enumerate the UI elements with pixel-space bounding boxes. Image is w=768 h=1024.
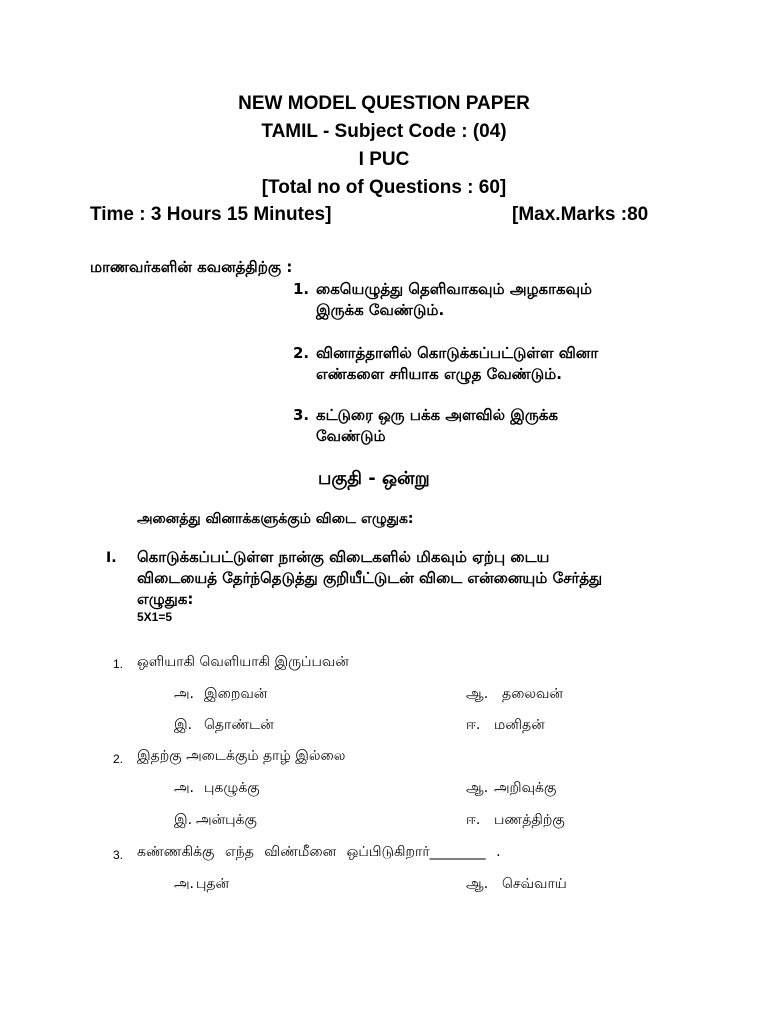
option-text: மனிதன் bbox=[494, 717, 545, 733]
option-label: ஈ. bbox=[466, 812, 481, 828]
option-text: செவ்வாய் bbox=[502, 876, 567, 892]
part-title: பகுதி - ஒன்று bbox=[318, 468, 430, 489]
option-label: அ. bbox=[174, 686, 195, 702]
option-label: இ. bbox=[174, 812, 193, 828]
option-text: தொண்டன் bbox=[204, 717, 274, 733]
instruction-number: 1. bbox=[293, 280, 310, 298]
instruction-number: 3. bbox=[293, 406, 310, 424]
question-number: 1. bbox=[113, 657, 124, 671]
total-questions: [Total no of Questions : 60] bbox=[261, 177, 507, 198]
instruction-number: 2. bbox=[293, 344, 310, 362]
instruction-line: வேண்டும் bbox=[316, 427, 386, 445]
paper-title: NEW MODEL QUESTION PAPER bbox=[238, 93, 530, 114]
section-instruction-line: எழுதுக: bbox=[137, 590, 194, 608]
question-number: 2. bbox=[113, 752, 124, 766]
section-marks: 5X1=5 bbox=[137, 610, 173, 624]
question-text: ஒளியாகி வெளியாகி இருப்பவன் bbox=[137, 654, 349, 670]
time-duration: Time : 3 Hours 15 Minutes] bbox=[90, 204, 332, 225]
option-text: தலைவன் bbox=[502, 686, 563, 702]
class-name: I PUC bbox=[358, 149, 410, 170]
option-text: புதன் bbox=[196, 876, 230, 892]
section-instruction-line: விடையைத் தேர்ந்தெடுத்து குறியீட்டுடன் விடை என்னையும் சேர்த்து bbox=[137, 569, 603, 587]
section-numeral: I. bbox=[106, 550, 117, 566]
option-label: அ. bbox=[174, 876, 195, 892]
question-text: கண்ணகிக்கு எந்த விண்மீனை ஒப்பிடுகிறார்________ . bbox=[137, 844, 501, 860]
option-text: புகழுக்கு bbox=[204, 780, 260, 796]
instruction-line: கையெழுத்து தெளிவாகவும் அழகாகவும் bbox=[316, 280, 593, 298]
instruction-line: வினாத்தாளில் கொடுக்கப்பட்டுள்ள வினா bbox=[316, 344, 599, 362]
question-number: 3. bbox=[113, 848, 124, 862]
option-label: இ. bbox=[174, 717, 193, 733]
option-label: ஈ. bbox=[466, 717, 481, 733]
option-text: அறிவுக்கு bbox=[494, 780, 557, 796]
section-instruction-line: கொடுக்கப்பட்டுள்ள நான்கு விடைகளில் மிகவும் ஏற்பு டைய bbox=[137, 548, 550, 566]
option-label: ஆ. bbox=[466, 780, 489, 796]
option-text: அன்புக்கு bbox=[196, 812, 257, 828]
part-directive: அனைத்து வினாக்களுக்கும் விடை எழுதுக: bbox=[137, 511, 414, 527]
option-label: அ. bbox=[174, 780, 195, 796]
option-text: பணத்திற்கு bbox=[494, 812, 565, 828]
instruction-line: இருக்க வேண்டும். bbox=[316, 301, 445, 319]
instruction-line: கட்டுரை ஒரு பக்க அளவில் இருக்க bbox=[316, 406, 558, 424]
instruction-line: எண்களை சரியாக எழுத வேண்டும். bbox=[316, 365, 562, 383]
max-marks: [Max.Marks :80 bbox=[512, 204, 649, 225]
question-text: இதற்கு அடைக்கும் தாழ் இல்லை bbox=[137, 748, 346, 764]
subject-code: TAMIL - Subject Code : (04) bbox=[261, 121, 507, 142]
option-label: ஆ. bbox=[466, 686, 489, 702]
instructions-heading: மாணவர்களின் கவனத்திற்கு : bbox=[90, 258, 293, 276]
option-text: இறைவன் bbox=[204, 686, 268, 702]
option-label: ஆ. bbox=[466, 876, 489, 892]
